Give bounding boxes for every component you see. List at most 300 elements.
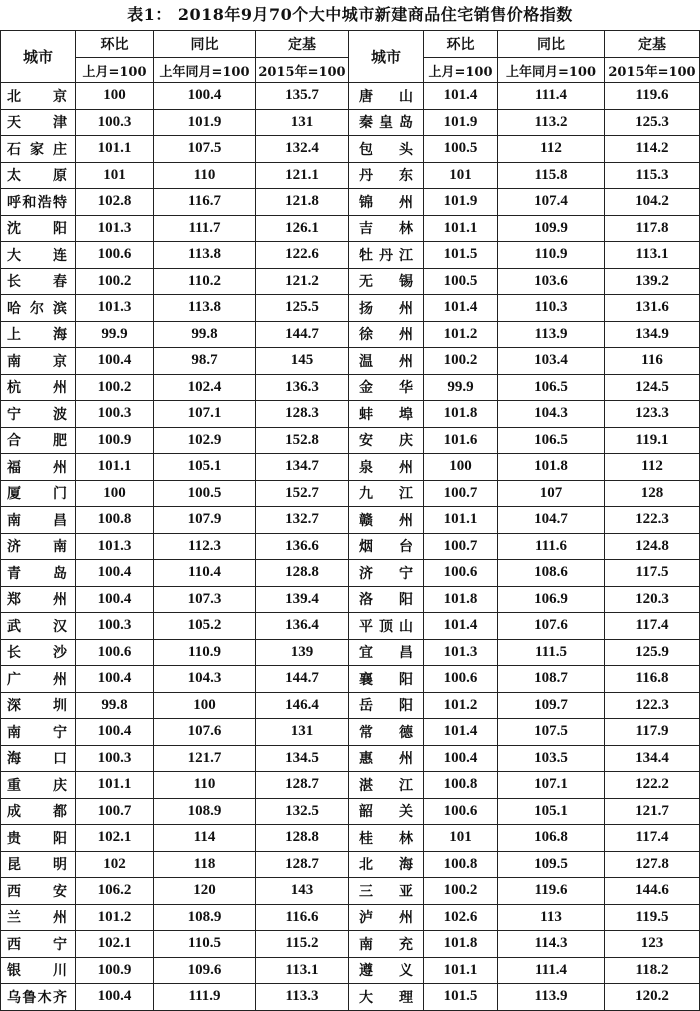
city-name: 湛江 — [349, 772, 424, 799]
price-index-table — [0, 30, 700, 1011]
city-name: 天津 — [1, 109, 76, 136]
huanbi-value: 101.2 — [76, 904, 154, 931]
dingji-value: 134.9 — [605, 321, 700, 348]
city-name: 遵义 — [349, 957, 424, 984]
city-name: 唐山 — [349, 83, 424, 110]
table-row — [1, 242, 700, 269]
huanbi-value: 101.5 — [424, 984, 498, 1011]
huanbi-value: 102.8 — [76, 189, 154, 216]
city-name: 锦州 — [349, 189, 424, 216]
city-name: 三亚 — [349, 878, 424, 905]
city-name: 安庆 — [349, 427, 424, 454]
dingji-value: 117.4 — [605, 613, 700, 640]
dingji-value: 125.5 — [256, 295, 349, 322]
table-row — [1, 798, 700, 825]
table-row — [1, 136, 700, 163]
dingji-value: 119.6 — [605, 83, 700, 110]
city-name: 南昌 — [1, 507, 76, 534]
dingji-value: 139.2 — [605, 268, 700, 295]
tongbi-value: 107.1 — [154, 401, 256, 428]
huanbi-value: 101 — [424, 162, 498, 189]
city-name: 上海 — [1, 321, 76, 348]
dingji-value: 120.2 — [605, 984, 700, 1011]
city-name: 丹东 — [349, 162, 424, 189]
huanbi-value: 100.7 — [424, 533, 498, 560]
city-name: 南京 — [1, 348, 76, 375]
dingji-value: 128.7 — [256, 851, 349, 878]
dingji-value: 152.7 — [256, 480, 349, 507]
city-name: 宜昌 — [349, 639, 424, 666]
huanbi-base-left: 上月=100 — [76, 58, 154, 83]
huanbi-value: 100.4 — [76, 666, 154, 693]
tongbi-value: 114 — [154, 825, 256, 852]
table-row — [1, 719, 700, 746]
tongbi-value: 107.3 — [154, 586, 256, 613]
city-name: 大理 — [349, 984, 424, 1011]
table-row — [1, 109, 700, 136]
tongbi-value: 107.9 — [154, 507, 256, 534]
dingji-value: 121.7 — [605, 798, 700, 825]
city-name: 大连 — [1, 242, 76, 269]
huanbi-value: 101.3 — [76, 215, 154, 242]
huanbi-value: 102.1 — [76, 931, 154, 958]
huanbi-value: 100.4 — [424, 745, 498, 772]
table-row — [1, 348, 700, 375]
tongbi-value: 103.6 — [498, 268, 605, 295]
huanbi-value: 100.5 — [424, 268, 498, 295]
dingji-header-left: 定基 — [256, 31, 349, 58]
city-name: 岳阳 — [349, 692, 424, 719]
dingji-value: 132.7 — [256, 507, 349, 534]
table-row — [1, 215, 700, 242]
huanbi-value: 101.1 — [424, 215, 498, 242]
huanbi-value: 101.6 — [424, 427, 498, 454]
tongbi-value: 109.5 — [498, 851, 605, 878]
tongbi-value: 110.9 — [498, 242, 605, 269]
dingji-value: 113.3 — [256, 984, 349, 1011]
dingji-value: 134.7 — [256, 454, 349, 481]
huanbi-value: 100.3 — [76, 745, 154, 772]
dingji-value: 121.2 — [256, 268, 349, 295]
city-name: 深圳 — [1, 692, 76, 719]
dingji-value: 125.3 — [605, 109, 700, 136]
tongbi-value: 104.7 — [498, 507, 605, 534]
huanbi-value: 100.8 — [76, 507, 154, 534]
table-row — [1, 586, 700, 613]
dingji-value: 121.1 — [256, 162, 349, 189]
city-name: 宁波 — [1, 401, 76, 428]
dingji-value: 122.3 — [605, 692, 700, 719]
huanbi-value: 100.6 — [76, 639, 154, 666]
city-name: 泉州 — [349, 454, 424, 481]
tongbi-value: 111.4 — [498, 83, 605, 110]
tongbi-value: 98.7 — [154, 348, 256, 375]
table-row — [1, 162, 700, 189]
dingji-value: 128.8 — [256, 825, 349, 852]
huanbi-value: 101.5 — [424, 242, 498, 269]
tongbi-value: 120 — [154, 878, 256, 905]
dingji-value: 152.8 — [256, 427, 349, 454]
tongbi-value: 113.8 — [154, 242, 256, 269]
city-header-left: 城市 — [1, 31, 76, 83]
tongbi-value: 99.8 — [154, 321, 256, 348]
tongbi-value: 113.9 — [498, 321, 605, 348]
city-name: 兰州 — [1, 904, 76, 931]
huanbi-value: 101.9 — [424, 109, 498, 136]
tongbi-value: 112.3 — [154, 533, 256, 560]
huanbi-value: 100.2 — [76, 374, 154, 401]
tongbi-value: 110.2 — [154, 268, 256, 295]
tongbi-value: 105.1 — [498, 798, 605, 825]
tongbi-value: 115.8 — [498, 162, 605, 189]
tongbi-value: 106.8 — [498, 825, 605, 852]
huanbi-value: 101.3 — [76, 295, 154, 322]
city-name: 南宁 — [1, 719, 76, 746]
dingji-value: 120.3 — [605, 586, 700, 613]
huanbi-header-left: 环比 — [76, 31, 154, 58]
huanbi-value: 100.9 — [76, 427, 154, 454]
huanbi-value: 101.1 — [424, 957, 498, 984]
dingji-value: 146.4 — [256, 692, 349, 719]
table-row — [1, 268, 700, 295]
huanbi-value: 100 — [76, 83, 154, 110]
huanbi-value: 99.9 — [76, 321, 154, 348]
tongbi-value: 101.8 — [498, 454, 605, 481]
huanbi-value: 100.7 — [76, 798, 154, 825]
huanbi-value: 100.6 — [424, 560, 498, 587]
huanbi-value: 101.2 — [424, 321, 498, 348]
tongbi-value: 102.4 — [154, 374, 256, 401]
huanbi-base-right: 上月=100 — [424, 58, 498, 83]
city-name: 蚌埠 — [349, 401, 424, 428]
dingji-value: 131 — [256, 719, 349, 746]
dingji-value: 139 — [256, 639, 349, 666]
city-name: 重庆 — [1, 772, 76, 799]
dingji-value: 145 — [256, 348, 349, 375]
city-name: 金华 — [349, 374, 424, 401]
huanbi-value: 102.1 — [76, 825, 154, 852]
huanbi-value: 101.4 — [424, 613, 498, 640]
tongbi-value: 110.4 — [154, 560, 256, 587]
city-name: 青岛 — [1, 560, 76, 587]
table-row — [1, 83, 700, 110]
dingji-value: 136.4 — [256, 613, 349, 640]
tongbi-value: 108.9 — [154, 904, 256, 931]
huanbi-value: 101.1 — [76, 772, 154, 799]
tongbi-value: 110.5 — [154, 931, 256, 958]
city-name: 韶关 — [349, 798, 424, 825]
huanbi-value: 100.3 — [76, 613, 154, 640]
huanbi-value: 100.8 — [424, 851, 498, 878]
city-name: 合肥 — [1, 427, 76, 454]
huanbi-value: 100 — [76, 480, 154, 507]
dingji-value: 128 — [605, 480, 700, 507]
huanbi-value: 100.5 — [424, 136, 498, 163]
table-row — [1, 878, 700, 905]
city-name: 惠州 — [349, 745, 424, 772]
huanbi-header-right: 环比 — [424, 31, 498, 58]
tongbi-value: 106.9 — [498, 586, 605, 613]
table-row — [1, 533, 700, 560]
city-name: 杭州 — [1, 374, 76, 401]
city-name: 南充 — [349, 931, 424, 958]
city-name: 西宁 — [1, 931, 76, 958]
dingji-value: 121.8 — [256, 189, 349, 216]
table-row — [1, 401, 700, 428]
dingji-value: 124.5 — [605, 374, 700, 401]
dingji-value: 117.9 — [605, 719, 700, 746]
city-name: 哈尔滨 — [1, 295, 76, 322]
huanbi-value: 101.4 — [424, 719, 498, 746]
tongbi-value: 111.7 — [154, 215, 256, 242]
huanbi-value: 100.3 — [76, 109, 154, 136]
dingji-value: 128.8 — [256, 560, 349, 587]
city-name: 洛阳 — [349, 586, 424, 613]
huanbi-value: 100.6 — [424, 666, 498, 693]
city-name: 温州 — [349, 348, 424, 375]
dingji-value: 144.7 — [256, 321, 349, 348]
huanbi-value: 100.4 — [76, 348, 154, 375]
dingji-value: 119.5 — [605, 904, 700, 931]
table-row — [1, 507, 700, 534]
huanbi-value: 100.2 — [76, 268, 154, 295]
table-title: 表1： 2018年9月70个大中城市新建商品住宅销售价格指数 — [127, 5, 573, 24]
tongbi-value: 111.5 — [498, 639, 605, 666]
dingji-value: 117.8 — [605, 215, 700, 242]
city-name: 吉林 — [349, 215, 424, 242]
city-name: 徐州 — [349, 321, 424, 348]
city-name: 平顶山 — [349, 613, 424, 640]
dingji-value: 127.8 — [605, 851, 700, 878]
tongbi-header-left: 同比 — [154, 31, 256, 58]
tongbi-header-right: 同比 — [498, 31, 605, 58]
tongbi-value: 119.6 — [498, 878, 605, 905]
table-row — [1, 321, 700, 348]
tongbi-value: 111.9 — [154, 984, 256, 1011]
dingji-value: 122.6 — [256, 242, 349, 269]
dingji-value: 134.5 — [256, 745, 349, 772]
dingji-value: 126.1 — [256, 215, 349, 242]
tongbi-value: 107.1 — [498, 772, 605, 799]
city-name: 武汉 — [1, 613, 76, 640]
table-row — [1, 772, 700, 799]
dingji-value: 143 — [256, 878, 349, 905]
tongbi-value: 107.6 — [498, 613, 605, 640]
table-row — [1, 295, 700, 322]
dingji-value: 144.7 — [256, 666, 349, 693]
city-name: 襄阳 — [349, 666, 424, 693]
dingji-value: 135.7 — [256, 83, 349, 110]
tongbi-value: 121.7 — [154, 745, 256, 772]
dingji-value: 117.4 — [605, 825, 700, 852]
city-name: 福州 — [1, 454, 76, 481]
huanbi-value: 100 — [424, 454, 498, 481]
dingji-value: 132.5 — [256, 798, 349, 825]
huanbi-value: 100.7 — [424, 480, 498, 507]
table-row — [1, 931, 700, 958]
dingji-value: 134.4 — [605, 745, 700, 772]
dingji-value: 128.3 — [256, 401, 349, 428]
tongbi-value: 108.9 — [154, 798, 256, 825]
city-header-right: 城市 — [349, 31, 424, 83]
tongbi-value: 103.5 — [498, 745, 605, 772]
tongbi-value: 113.9 — [498, 984, 605, 1011]
dingji-value: 128.7 — [256, 772, 349, 799]
huanbi-value: 100.4 — [76, 560, 154, 587]
huanbi-value: 101 — [76, 162, 154, 189]
tongbi-value: 106.5 — [498, 427, 605, 454]
dingji-value: 136.6 — [256, 533, 349, 560]
huanbi-value: 101.2 — [424, 692, 498, 719]
dingji-value: 122.3 — [605, 507, 700, 534]
tongbi-value: 109.9 — [498, 215, 605, 242]
city-name: 济南 — [1, 533, 76, 560]
dingji-value: 112 — [605, 454, 700, 481]
city-name: 郑州 — [1, 586, 76, 613]
city-name: 包头 — [349, 136, 424, 163]
huanbi-value: 102 — [76, 851, 154, 878]
huanbi-value: 100.4 — [76, 719, 154, 746]
tongbi-value: 107.5 — [154, 136, 256, 163]
tongbi-value: 107.4 — [498, 189, 605, 216]
tongbi-value: 110.3 — [498, 295, 605, 322]
city-name: 无锡 — [349, 268, 424, 295]
tongbi-value: 100.4 — [154, 83, 256, 110]
huanbi-value: 99.9 — [424, 374, 498, 401]
city-name: 西安 — [1, 878, 76, 905]
table-row — [1, 613, 700, 640]
city-name: 牡丹江 — [349, 242, 424, 269]
city-name: 烟台 — [349, 533, 424, 560]
dingji-value: 118.2 — [605, 957, 700, 984]
huanbi-value: 100.4 — [76, 586, 154, 613]
tongbi-value: 109.6 — [154, 957, 256, 984]
city-name: 银川 — [1, 957, 76, 984]
huanbi-value: 101.1 — [76, 136, 154, 163]
tongbi-value: 100 — [154, 692, 256, 719]
tongbi-value: 105.2 — [154, 613, 256, 640]
tongbi-value: 113.8 — [154, 295, 256, 322]
tongbi-value: 107 — [498, 480, 605, 507]
dingji-value: 117.5 — [605, 560, 700, 587]
city-name: 昆明 — [1, 851, 76, 878]
tongbi-value: 116.7 — [154, 189, 256, 216]
tongbi-value: 110 — [154, 162, 256, 189]
city-name: 贵阳 — [1, 825, 76, 852]
table-row — [1, 374, 700, 401]
dingji-value: 124.8 — [605, 533, 700, 560]
huanbi-value: 100.4 — [76, 984, 154, 1011]
dingji-value: 116.8 — [605, 666, 700, 693]
tongbi-base-left: 上年同月=100 — [154, 58, 256, 83]
huanbi-value: 100.6 — [76, 242, 154, 269]
tongbi-value: 108.7 — [498, 666, 605, 693]
dingji-value: 113.1 — [605, 242, 700, 269]
huanbi-value: 101.1 — [76, 454, 154, 481]
huanbi-value: 102.6 — [424, 904, 498, 931]
tongbi-value: 109.7 — [498, 692, 605, 719]
dingji-value: 113.1 — [256, 957, 349, 984]
tongbi-base-right: 上年同月=100 — [498, 58, 605, 83]
city-name: 北京 — [1, 83, 76, 110]
table-row — [1, 454, 700, 481]
tongbi-value: 107.5 — [498, 719, 605, 746]
city-name: 乌鲁木齐 — [1, 984, 76, 1011]
table-row — [1, 639, 700, 666]
dingji-value: 131.6 — [605, 295, 700, 322]
table-row — [1, 666, 700, 693]
table-row — [1, 189, 700, 216]
huanbi-value: 100.9 — [76, 957, 154, 984]
dingji-base-right: 2015年=100 — [605, 58, 700, 83]
huanbi-value: 101 — [424, 825, 498, 852]
tongbi-value: 110 — [154, 772, 256, 799]
huanbi-value: 101.1 — [424, 507, 498, 534]
huanbi-value: 100.8 — [424, 772, 498, 799]
tongbi-value: 104.3 — [154, 666, 256, 693]
tongbi-value: 101.9 — [154, 109, 256, 136]
tongbi-value: 118 — [154, 851, 256, 878]
dingji-value: 123 — [605, 931, 700, 958]
huanbi-value: 101.3 — [76, 533, 154, 560]
table-row — [1, 851, 700, 878]
dingji-value: 122.2 — [605, 772, 700, 799]
dingji-base-left: 2015年=100 — [256, 58, 349, 83]
city-name: 石家庄 — [1, 136, 76, 163]
table-row — [1, 427, 700, 454]
dingji-value: 136.3 — [256, 374, 349, 401]
huanbi-value: 101.9 — [424, 189, 498, 216]
huanbi-value: 101.8 — [424, 586, 498, 613]
tongbi-value: 107.6 — [154, 719, 256, 746]
huanbi-value: 100.2 — [424, 348, 498, 375]
tongbi-value: 106.5 — [498, 374, 605, 401]
city-name: 赣州 — [349, 507, 424, 534]
tongbi-value: 111.4 — [498, 957, 605, 984]
city-name: 长沙 — [1, 639, 76, 666]
tongbi-value: 112 — [498, 136, 605, 163]
tongbi-value: 102.9 — [154, 427, 256, 454]
city-name: 厦门 — [1, 480, 76, 507]
huanbi-value: 100.6 — [424, 798, 498, 825]
city-name: 沈阳 — [1, 215, 76, 242]
city-name: 九江 — [349, 480, 424, 507]
table-row — [1, 745, 700, 772]
city-name: 扬州 — [349, 295, 424, 322]
dingji-value: 115.2 — [256, 931, 349, 958]
tongbi-value: 103.4 — [498, 348, 605, 375]
city-name: 呼和浩特 — [1, 189, 76, 216]
tongbi-value: 104.3 — [498, 401, 605, 428]
table-row — [1, 984, 700, 1011]
dingji-value: 139.4 — [256, 586, 349, 613]
dingji-value: 131 — [256, 109, 349, 136]
table-row — [1, 692, 700, 719]
huanbi-value: 99.8 — [76, 692, 154, 719]
table-row — [1, 904, 700, 931]
tongbi-value: 110.9 — [154, 639, 256, 666]
city-name: 秦皇岛 — [349, 109, 424, 136]
city-name: 海口 — [1, 745, 76, 772]
city-name: 北海 — [349, 851, 424, 878]
table-row — [1, 480, 700, 507]
tongbi-value: 113 — [498, 904, 605, 931]
huanbi-value: 101.8 — [424, 931, 498, 958]
dingji-value: 125.9 — [605, 639, 700, 666]
dingji-value: 144.6 — [605, 878, 700, 905]
dingji-value: 119.1 — [605, 427, 700, 454]
huanbi-value: 101.4 — [424, 83, 498, 110]
